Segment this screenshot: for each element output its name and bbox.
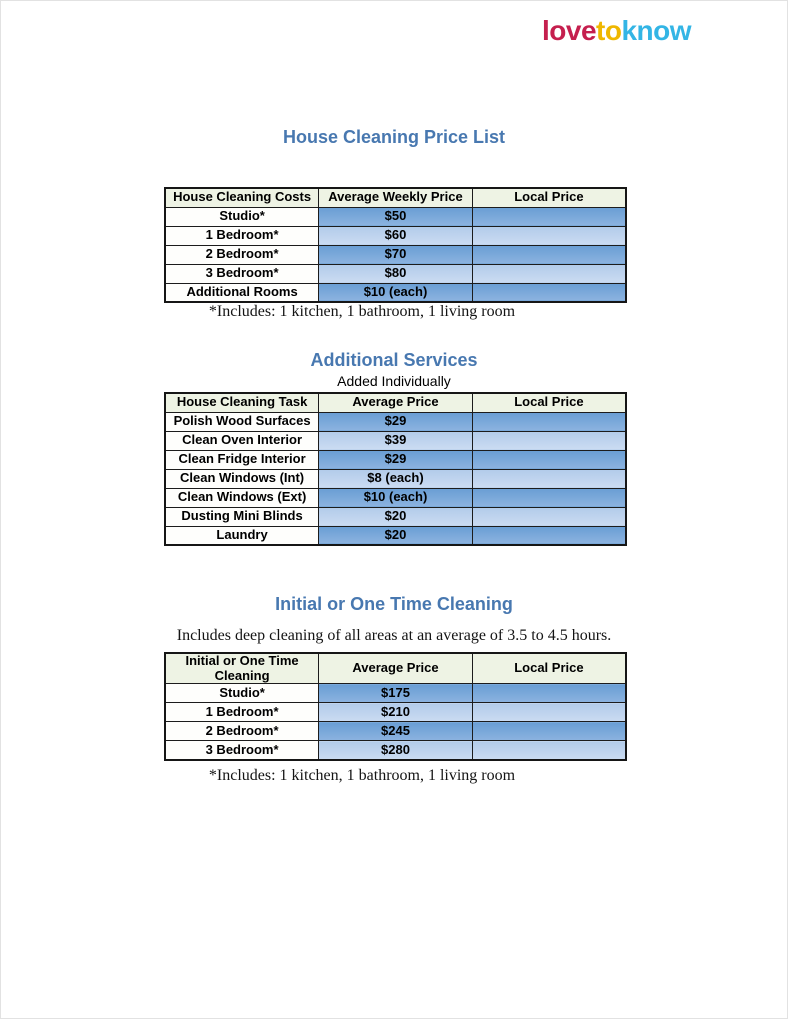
- row-label-cell: Clean Windows (Int): [165, 469, 319, 488]
- row-label-cell: Clean Windows (Ext): [165, 488, 319, 507]
- average-price-cell: $245: [319, 722, 473, 741]
- house-cleaning-price-table: [164, 187, 627, 303]
- row-label-cell: 2 Bedroom*: [165, 245, 319, 264]
- local-price-cell: [472, 507, 626, 526]
- average-price-cell: $175: [319, 684, 473, 703]
- row-label-cell: Clean Fridge Interior: [165, 450, 319, 469]
- column-header-costs: House Cleaning Costs: [165, 188, 319, 207]
- table-row: [165, 283, 626, 302]
- local-price-cell: [472, 684, 626, 703]
- subtitle-added-individually: Added Individually: [337, 373, 451, 389]
- table-row: [165, 431, 626, 450]
- average-price-cell: $8 (each): [319, 469, 473, 488]
- row-label-cell: 3 Bedroom*: [165, 741, 319, 760]
- header-row: [165, 653, 626, 684]
- column-header-one-time: Initial or One Time Cleaning: [165, 653, 319, 684]
- table-row: [165, 450, 626, 469]
- local-price-cell: [472, 245, 626, 264]
- average-price-cell: $39: [319, 431, 473, 450]
- logo-to-text: to: [596, 15, 622, 46]
- row-label-cell: Studio*: [165, 207, 319, 226]
- average-price-cell: $10 (each): [319, 283, 473, 302]
- table-row: [165, 412, 626, 431]
- table-row: [165, 245, 626, 264]
- row-label-cell: Clean Oven Interior: [165, 431, 319, 450]
- row-label-cell: 3 Bedroom*: [165, 264, 319, 283]
- table-row: [165, 684, 626, 703]
- table-row: [165, 526, 626, 545]
- average-price-cell: $210: [319, 703, 473, 722]
- row-label-cell: 1 Bedroom*: [165, 226, 319, 245]
- average-price-cell: $20: [319, 526, 473, 545]
- average-price-cell: $10 (each): [319, 488, 473, 507]
- local-price-cell: [472, 207, 626, 226]
- row-label-cell: Additional Rooms: [165, 283, 319, 302]
- table-row: [165, 226, 626, 245]
- local-price-cell: [472, 469, 626, 488]
- column-header-local-price: Local Price: [472, 653, 626, 684]
- local-price-cell: [472, 264, 626, 283]
- row-label-cell: Dusting Mini Blinds: [165, 507, 319, 526]
- logo-know-text: know: [621, 15, 692, 46]
- section-title-price-list: House Cleaning Price List: [282, 127, 506, 147]
- average-price-cell: $80: [319, 264, 473, 283]
- table-row: [165, 264, 626, 283]
- column-header-local-price: Local Price: [472, 188, 626, 207]
- footnote-includes: *Includes: 1 kitchen, 1 bathroom, 1 living room: [208, 303, 516, 320]
- section-title-additional-services: Additional Services: [310, 350, 478, 370]
- average-price-cell: $29: [319, 450, 473, 469]
- lovetoknow-logo: [542, 15, 691, 47]
- local-price-cell: [472, 703, 626, 722]
- local-price-cell: [472, 283, 626, 302]
- average-price-cell: $29: [319, 412, 473, 431]
- header-row: [165, 188, 626, 207]
- local-price-cell: [472, 431, 626, 450]
- column-header-task: House Cleaning Task: [165, 393, 319, 412]
- additional-services-table: [164, 392, 627, 546]
- local-price-cell: [472, 226, 626, 245]
- table-row: [165, 507, 626, 526]
- average-price-cell: $50: [319, 207, 473, 226]
- local-price-cell: [472, 450, 626, 469]
- one-time-cleaning-table: [164, 652, 627, 761]
- subtitle-deep-cleaning: Includes deep cleaning of all areas at an average of 3.5 to 4.5 hours.: [176, 627, 612, 644]
- table-row: [165, 741, 626, 760]
- average-price-cell: $280: [319, 741, 473, 760]
- average-price-cell: $20: [319, 507, 473, 526]
- table-row: [165, 722, 626, 741]
- column-header-avg-price: Average Price: [319, 653, 473, 684]
- logo-love-text: love: [542, 15, 597, 46]
- column-header-avg-price: Average Price: [319, 393, 473, 412]
- table-row: [165, 703, 626, 722]
- header-row: [165, 393, 626, 412]
- average-price-cell: $70: [319, 245, 473, 264]
- column-header-local-price: Local Price: [472, 393, 626, 412]
- column-header-avg-weekly-price: Average Weekly Price: [319, 188, 473, 207]
- table-row: [165, 488, 626, 507]
- local-price-cell: [472, 412, 626, 431]
- row-label-cell: Laundry: [165, 526, 319, 545]
- row-label-cell: 2 Bedroom*: [165, 722, 319, 741]
- table-row: [165, 207, 626, 226]
- row-label-cell: Polish Wood Surfaces: [165, 412, 319, 431]
- local-price-cell: [472, 722, 626, 741]
- table-row: [165, 469, 626, 488]
- row-label-cell: 1 Bedroom*: [165, 703, 319, 722]
- local-price-cell: [472, 741, 626, 760]
- section-title-one-time-cleaning: Initial or One Time Cleaning: [275, 594, 513, 614]
- row-label-cell: Studio*: [165, 684, 319, 703]
- footnote-includes: *Includes: 1 kitchen, 1 bathroom, 1 living room: [208, 767, 516, 784]
- average-price-cell: $60: [319, 226, 473, 245]
- local-price-cell: [472, 488, 626, 507]
- local-price-cell: [472, 526, 626, 545]
